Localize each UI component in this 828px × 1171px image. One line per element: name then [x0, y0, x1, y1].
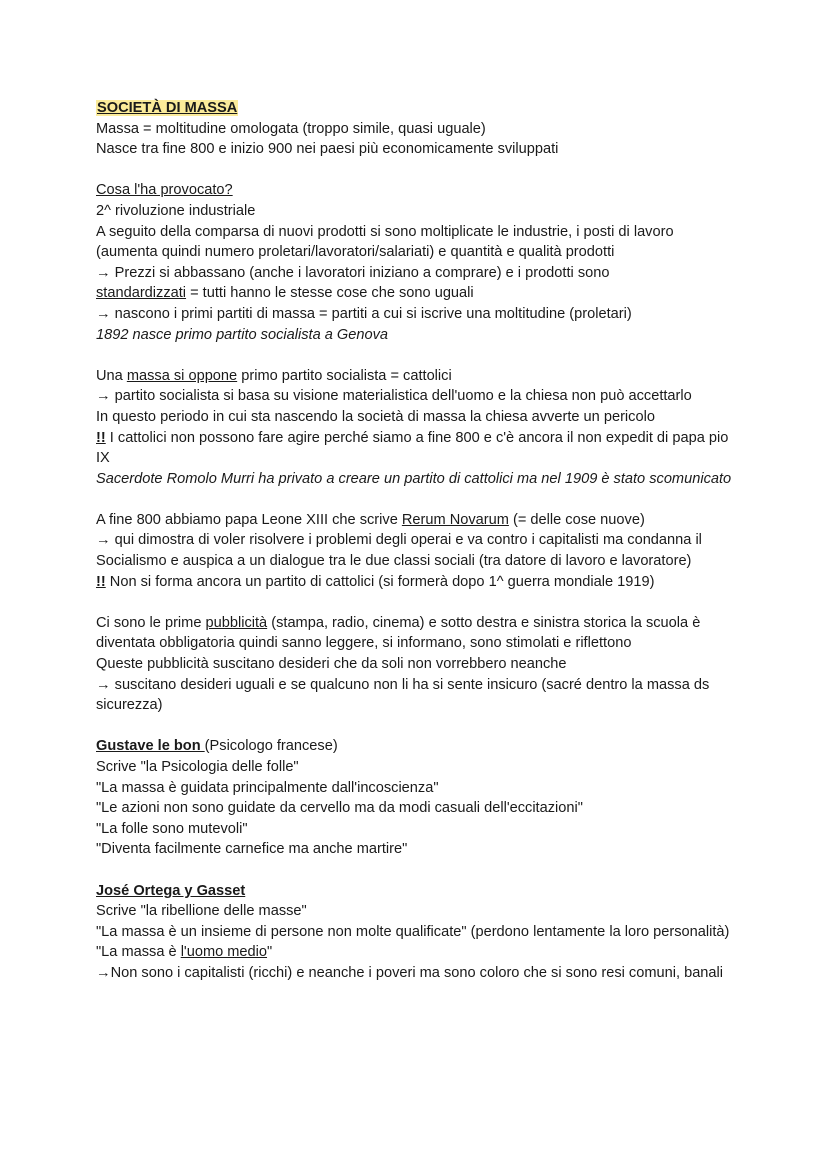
causes-heading: Cosa l'ha provocato? [96, 182, 233, 199]
document-page [96, 98, 736, 984]
italic-note: 1892 nasce primo partito socialista a Genova [96, 326, 389, 343]
quote-line: "La massa è guidata principalmente dall'incoscienza" [96, 779, 439, 796]
author-description: (Psicologo francese) [204, 738, 338, 755]
text-line: 2^ rivoluzione industriale [96, 202, 256, 219]
spacer [96, 489, 736, 510]
underlined-term: standardizzati [96, 285, 187, 302]
text-line [96, 366, 736, 387]
spacer [96, 592, 736, 613]
quote-paragraph: "La massa è un insieme di persone non molte qualificate" (perdono lentamente la loro personalità) [96, 923, 730, 940]
text-paragraph [96, 428, 736, 469]
text-paragraph [96, 613, 736, 654]
text-fragment: I cattolici non possono fare agire perché siamo a fine 800 e c'è ancora il non expedit di papa pio IX [96, 429, 729, 467]
text-fragment: "La massa è [96, 944, 181, 961]
underlined-term: l'uomo medio [180, 944, 268, 961]
warning-mark: !! [96, 573, 106, 590]
text-line: Queste pubblicità suscitano desideri che da soli non vorrebbero neanche [96, 656, 567, 673]
quote-line: "La folle sono mutevoli" [96, 820, 248, 837]
text-line [96, 572, 736, 593]
text-paragraph: A seguito della comparsa di nuovi prodotti si sono moltiplicate le industrie, i posti di lavoro (aumenta quindi numero proletari/lavoratori/salariati) e quantità e qualità prodotti [96, 223, 674, 261]
text-fragment: Ci sono le prime [96, 614, 206, 631]
spacer [96, 345, 736, 366]
text-fragment: (= delle cose nuove) [508, 511, 645, 528]
text-fragment: A fine 800 abbiamo papa Leone XIII che scrive [96, 511, 402, 528]
underlined-term: pubblicità [205, 614, 268, 631]
spacer [96, 860, 736, 881]
text-fragment: " [267, 944, 273, 961]
text-line: → Prezzi si abbassano (anche i lavoratori iniziano a comprare) e i prodotti sono [96, 264, 610, 281]
underlined-term: massa si oppone [126, 367, 238, 384]
origin-line: Nasce tra fine 800 e inizio 900 nei paesi più economicamente sviluppati [96, 141, 559, 158]
text-line [96, 283, 736, 304]
author-heading-line [96, 736, 736, 757]
quote-line: "Le azioni non sono guidate da cervello ma da modi casuali dell'eccitazioni" [96, 800, 583, 817]
text-paragraph: →Non sono i capitalisti (ricchi) e neanche i poveri ma sono coloro che si sono resi comuni, banali [96, 964, 724, 981]
text-paragraph: → partito socialista si basa su visione materialistica dell'uomo e la chiesa non può accettarlo [96, 388, 692, 405]
text-fragment: (stampa, radio, cinema) e sotto destra e sinistra storica la scuola è diventata obbligatoria quindi sanno leggere, si informano, sono stimolati e riflettono [96, 614, 701, 652]
text-line: → nascono i primi partiti di massa = partiti a cui si iscrive una moltitudine (proletari) [96, 305, 632, 322]
text-paragraph: → qui dimostra di voler risolvere i problemi degli operai e va contro i capitalisti ma condanna il Socialismo e auspica a un dialogue tra le due classi sociali (tra datore di lavoro e lavoratore) [96, 532, 702, 570]
text-fragment: Non si forma ancora un partito di cattolici (si formerà dopo 1^ guerra mondiale 1919) [105, 573, 655, 590]
warning-mark: !! [96, 429, 106, 446]
quote-line: "Diventa facilmente carnefice ma anche martire" [96, 841, 408, 858]
text-paragraph: → suscitano desideri uguali e se qualcuno non li ha si sente insicuro (sacré dentro la massa ds sicurezza) [96, 676, 710, 714]
quote-line [96, 942, 736, 963]
section-title-line [96, 98, 736, 119]
author-name: Gustave le bon [96, 738, 205, 755]
text-line: In questo periodo in cui sta nascendo la società di massa la chiesa avverte un pericolo [96, 408, 655, 425]
spacer [96, 160, 736, 181]
text-line: Scrive "la ribellione delle masse" [96, 903, 307, 920]
italic-note: Sacerdote Romolo Murri ha privato a creare un partito di cattolici ma nel 1909 è stato scomunicato [96, 470, 732, 487]
author-name: José Ortega y Gasset [96, 882, 246, 899]
text-fragment: Una [96, 367, 127, 384]
underlined-term: Rerum Novarum [401, 511, 509, 528]
text-line: Scrive "la Psicologia delle folle" [96, 759, 299, 775]
text-fragment: primo partito socialista = cattolici [237, 367, 452, 384]
page-title: SOCIETÀ DI MASSA [97, 100, 238, 116]
definition-line: Massa = moltitudine omologata (troppo simile, quasi uguale) [96, 120, 486, 137]
text-fragment: = tutti hanno le stesse cose che sono uguali [186, 285, 474, 302]
text-line [96, 510, 736, 531]
spacer [96, 716, 736, 737]
